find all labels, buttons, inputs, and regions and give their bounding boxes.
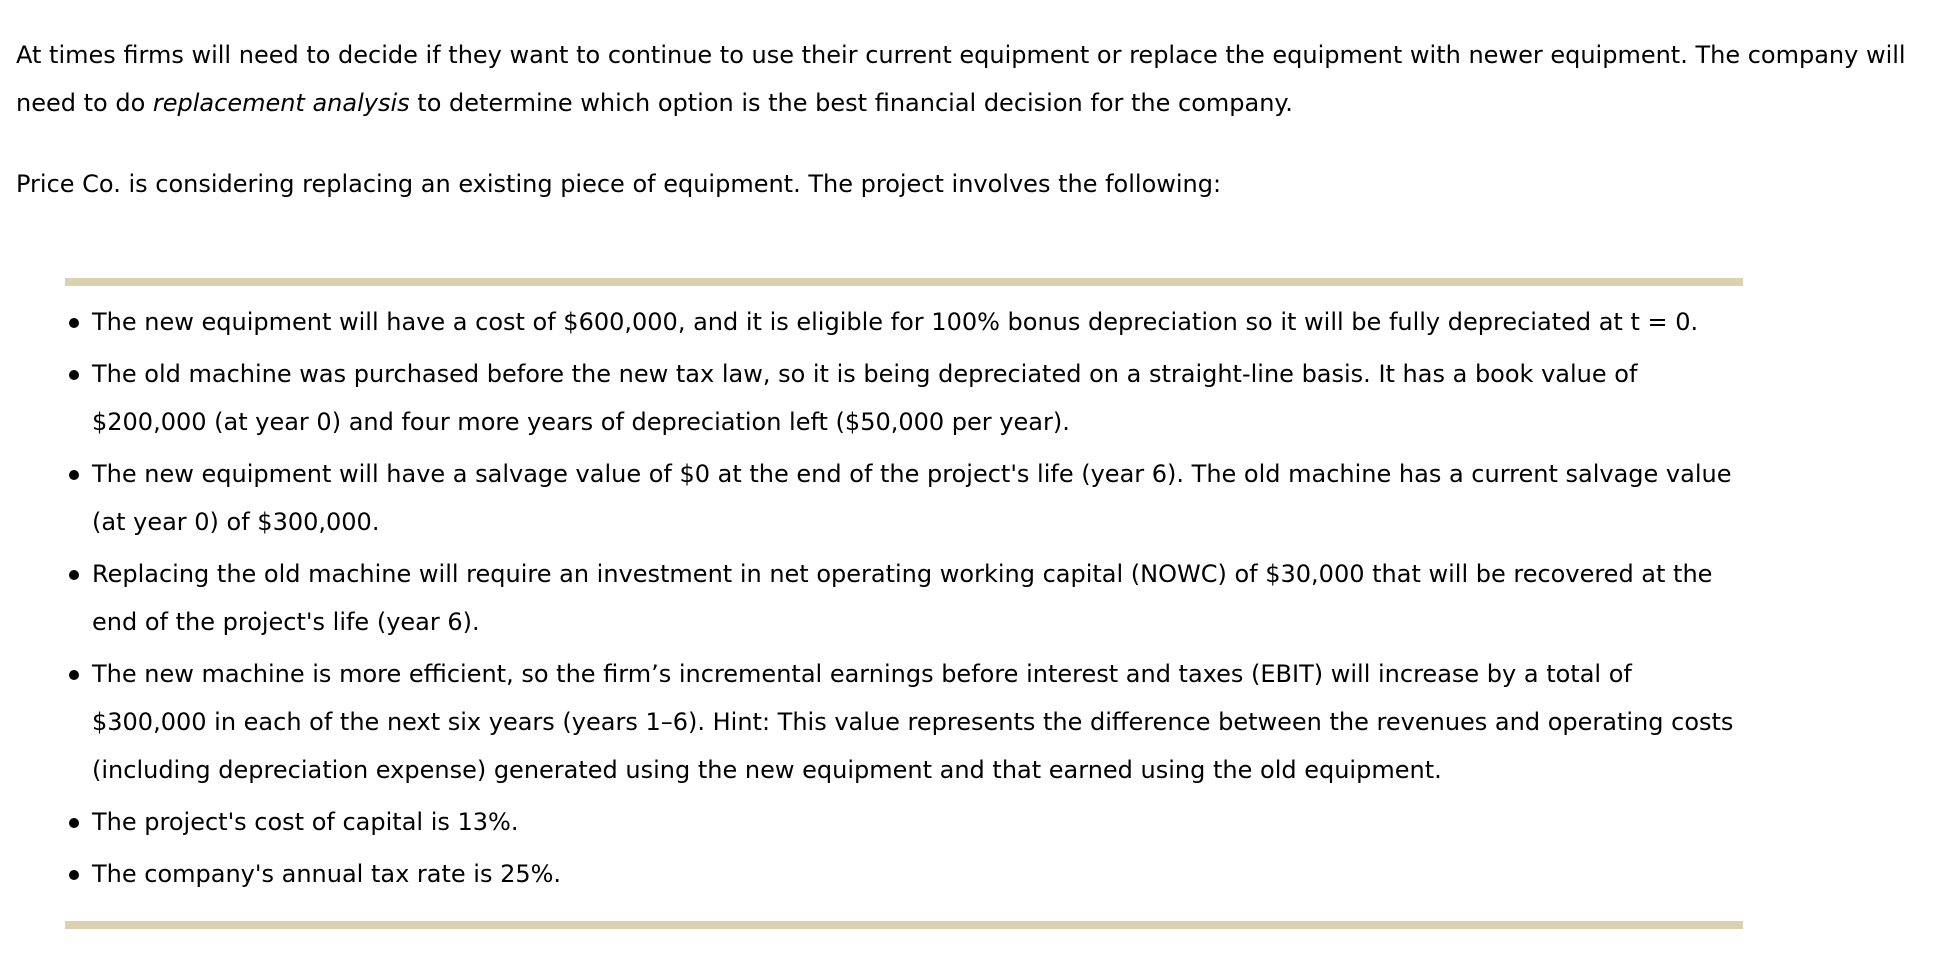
bullet-icon: [69, 318, 79, 328]
bottom-divider: [65, 921, 1743, 929]
bullet-icon: [69, 570, 79, 580]
intro-text-start: At times firms will need to decide if they want to continue to use their current equipment or replace the equipment with newer equipment. The company will need to do: [16, 41, 1906, 117]
bullet-icon: [69, 818, 79, 828]
bullet-icon: [69, 470, 79, 480]
setup-paragraph: Price Co. is considering replacing an existing piece of equipment. The project involves the following:: [16, 170, 1222, 198]
bullet-icon: [69, 870, 79, 880]
assumptions-box: [65, 278, 1743, 888]
list-item-text: The new equipment will have a cost of $600,000, and it is eligible for 100% bonus depreciation so it will be fully depreciated at t = 0.: [92, 308, 1699, 336]
list-item-text: The old machine was purchased before the new tax law, so it is being depreciated on a straight-line basis. It has a book value of $200,000 (at year 0) and four more years of depreciation left ($50,000 per year).: [92, 360, 1638, 436]
assumptions-list: [65, 298, 1743, 902]
list-item: [65, 450, 1743, 546]
list-item: [65, 350, 1743, 446]
list-item-text: The project's cost of capital is 13%.: [92, 808, 519, 836]
bullet-icon: [69, 370, 79, 380]
top-divider: [65, 278, 1743, 286]
intro-text-end: to determine which option is the best financial decision for the company.: [409, 89, 1293, 117]
list-item-text: The new equipment will have a salvage value of $0 at the end of the project's life (year 6). The old machine has a current salvage value (at year 0) of $300,000.: [92, 460, 1732, 536]
list-item: [65, 850, 1743, 898]
list-item: [65, 298, 1743, 346]
intro-paragraph: [16, 0, 1906, 127]
list-item: [65, 798, 1743, 846]
bullet-icon: [69, 670, 79, 680]
document-body: [16, 0, 1906, 208]
list-item-text: Replacing the old machine will require an investment in net operating working capital (NOWC) of $30,000 that will be recovered at the end of the project's life (year 6).: [92, 560, 1713, 636]
list-item: [65, 550, 1743, 646]
list-item: [65, 650, 1743, 794]
list-item-text: The new machine is more efficient, so the firm’s incremental earnings before interest and taxes (EBIT) will increase by a total of $300,000 in each of the next six years (years 1–6). Hint: This value represents the difference between the revenues and operating costs (including depreciation expense) generated using the new equipment and that earned using the old equipment.: [92, 660, 1734, 784]
intro-italic-term: replacement analysis: [152, 89, 410, 117]
list-item-text: The company's annual tax rate is 25%.: [92, 860, 562, 888]
